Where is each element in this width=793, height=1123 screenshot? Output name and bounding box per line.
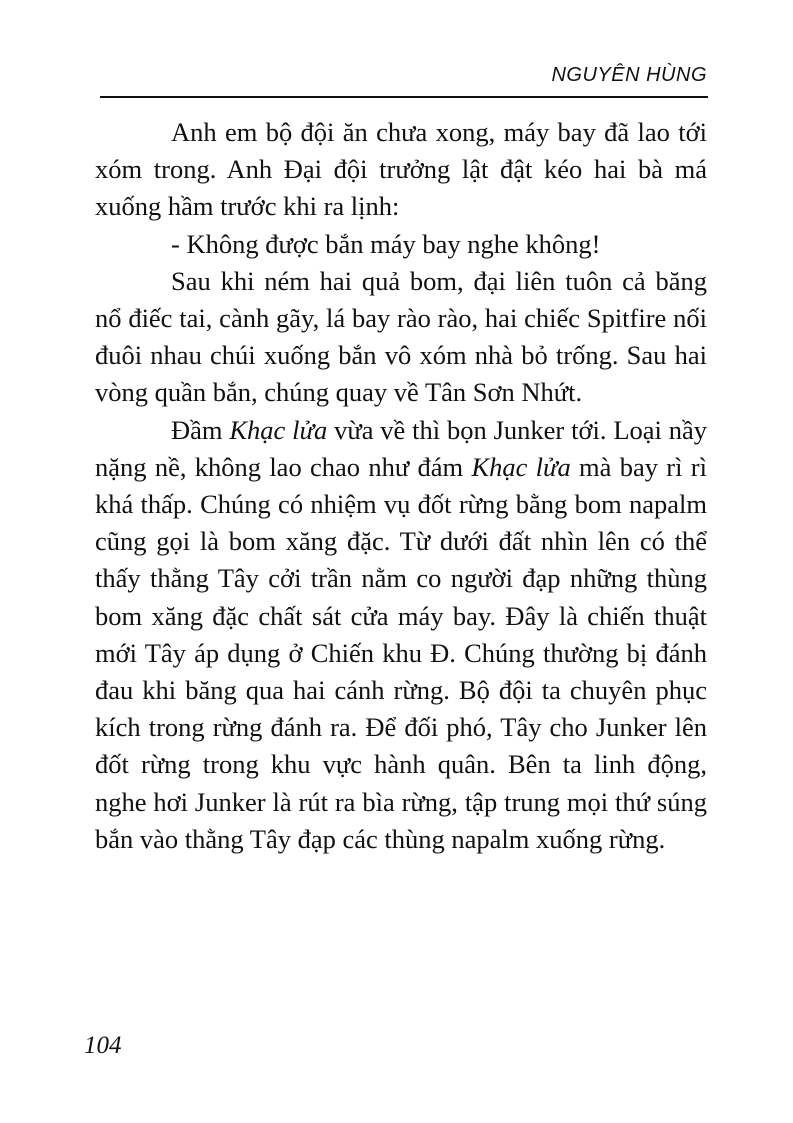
paragraph — [95, 412, 707, 858]
text-run: vừa về thì bọn Junker tới. Loại nầy nặng nề, không lao chao như đám — [95, 414, 707, 482]
body-text — [95, 114, 707, 858]
italic-title: Khạc lửa — [229, 414, 328, 445]
header-rule — [100, 96, 708, 98]
paragraph: Sau khi ném hai quả bom, đại liên tuôn cả băng nổ điếc tai, cành gãy, lá bay rào rào, hai chiếc Spitfire nối đuôi nhau chúi xuống bắn vô xóm nhà bỏ trống. Sau hai vòng quần bắn, chúng quay về Tân Sơn Nhứt. — [95, 265, 707, 408]
italic-title: Khạc lửa — [471, 451, 571, 482]
text-run: mà bay rì rì khá thấp. Chúng có nhiệm vụ đốt rừng bằng bom napalm cũng gọi là bom xăng đặc. Từ dưới đất nhìn lên có thể thấy thằng Tây cởi trần nằm co người đạp những thùng bom xăng đặc chất sát cửa máy bay. Đây là chiến thuật mới Tây áp dụng ở Chiến khu Đ. Chúng thường bị đánh đau khi băng qua hai cánh rừng. Bộ đội ta chuyên phục kích trong rừng đánh ra. Để đối phó, Tây cho Junker lên đốt rừng trong khu vực hành quân. Bên ta linh động, nghe hơi Junker là rút ra bìa rừng, tập trung mọi thứ súng bắn vào thằng Tây đạp các thùng napalm xuống rừng. — [95, 451, 707, 854]
paragraph: Anh em bộ đội ăn chưa xong, máy bay đã lao tới xóm trong. Anh Đại đội trưởng lật đật kéo hai bà má xuống hầm trước khi ra lịnh: — [95, 117, 707, 222]
text-run: Đầm — [171, 414, 230, 445]
paragraph: - Không được bắn máy bay nghe không! — [171, 228, 601, 259]
page-number: 104 — [84, 1032, 122, 1059]
running-head: NGUYÊN HÙNG — [551, 64, 707, 86]
